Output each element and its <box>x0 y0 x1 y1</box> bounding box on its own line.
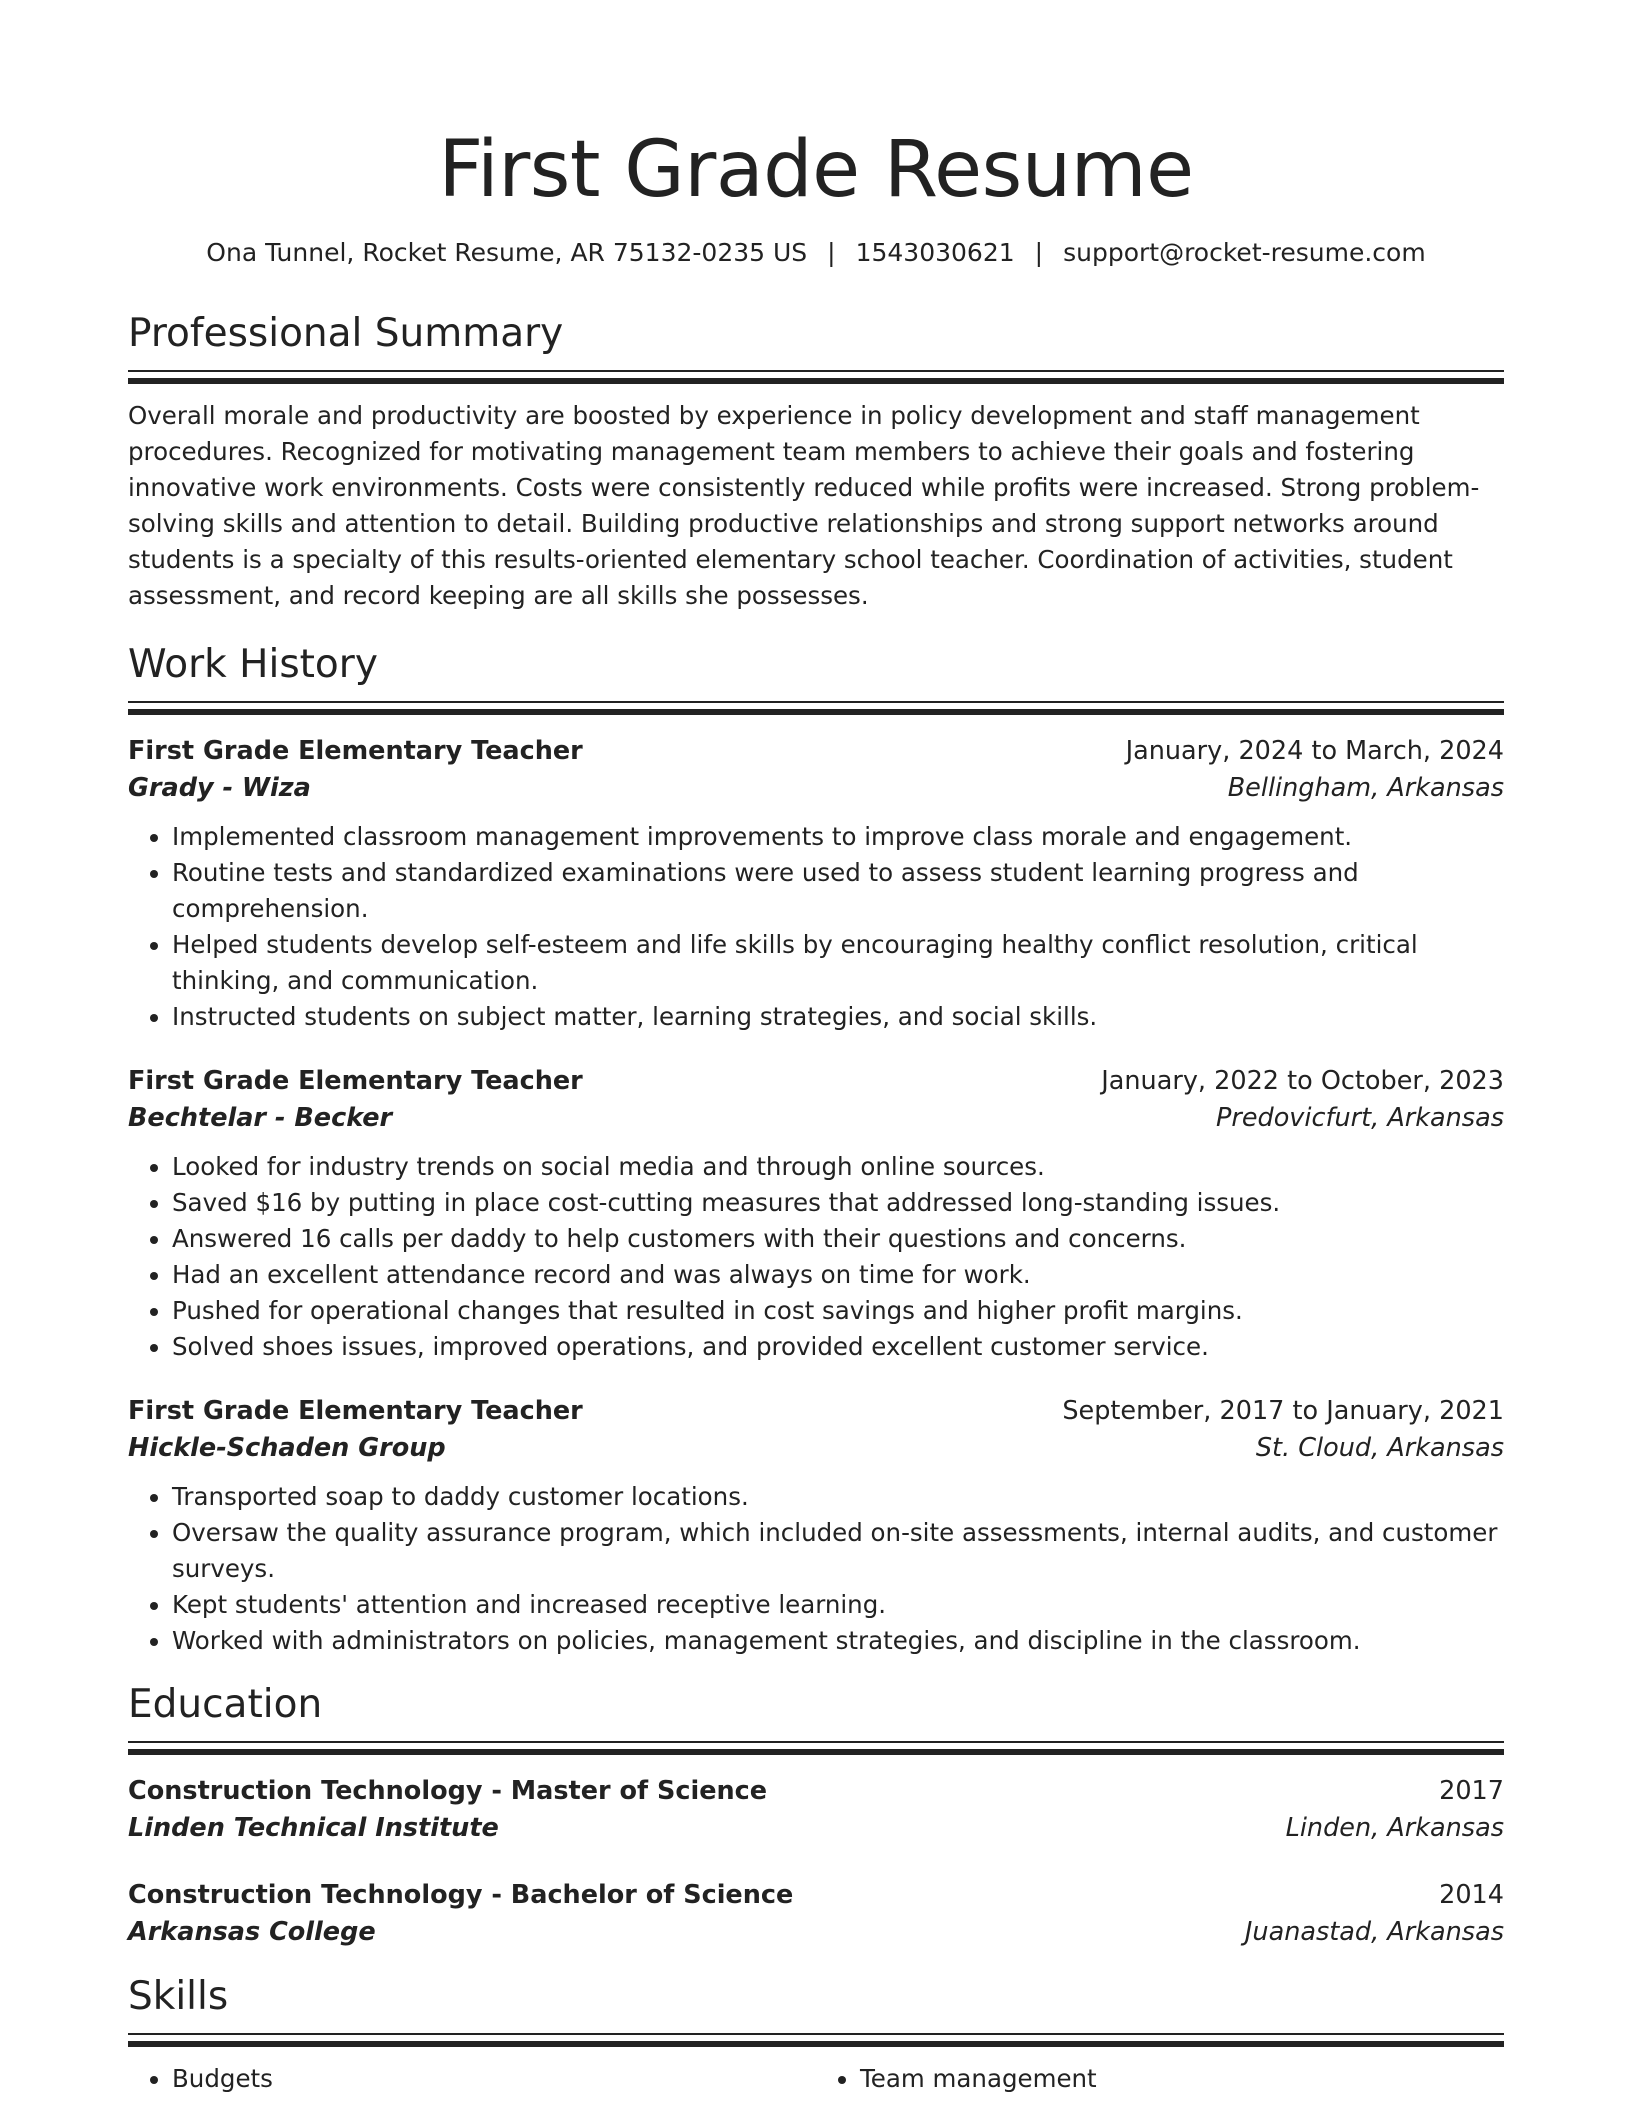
section-heading: Work History <box>128 641 378 687</box>
work-history-section <box>128 639 1504 1659</box>
job-dates: January, 2024 to March, 2024 <box>1125 735 1504 766</box>
skills-section <box>128 1971 1504 2097</box>
list-item: • Transported soap to daddy customer locations. <box>172 1479 1504 1515</box>
job-title: First Grade Elementary Teacher <box>128 1065 583 1096</box>
list-item: • Saved $16 by putting in place cost-cutting measures that addressed long-standing issues. <box>172 1185 1504 1221</box>
list-item: • Instructed students on subject matter, learning strategies, and social skills. <box>172 999 1504 1035</box>
list-item: • Had an excellent attendance record and was always on time for work. <box>172 1257 1504 1293</box>
job-location: St. Cloud, Arkansas <box>1255 1432 1504 1463</box>
job-location: Bellingham, Arkansas <box>1227 772 1504 803</box>
list-item: • Routine tests and standardized examinations were used to assess student learning progress and comprehension. <box>172 855 1504 927</box>
skills-column-right <box>816 2061 1504 2097</box>
resume-title: First Grade Resume <box>438 125 1194 215</box>
section-heading: Skills <box>128 1973 229 2019</box>
skill-item: • Budgets <box>172 2061 816 2097</box>
skills-column-left <box>128 2061 816 2097</box>
job-bullets <box>128 1149 1504 1365</box>
school-name: Linden Technical Institute <box>128 1812 499 1843</box>
job-title: First Grade Elementary Teacher <box>128 1395 583 1426</box>
education-entry <box>128 1877 1504 1951</box>
degree-title: Construction Technology - Master of Science <box>128 1775 768 1806</box>
job-dates: January, 2022 to October, 2023 <box>1101 1065 1504 1096</box>
school-location: Juanastad, Arkansas <box>1244 1916 1504 1947</box>
job-dates: September, 2017 to January, 2021 <box>1062 1395 1504 1426</box>
contact-line <box>128 236 1504 270</box>
contact-email[interactable]: support@rocket-resume.com <box>1063 238 1426 267</box>
education-section <box>128 1679 1504 1951</box>
skills-grid <box>128 2061 1504 2097</box>
section-divider <box>128 370 1504 384</box>
list-item: • Looked for industry trends on social media and through online sources. <box>172 1149 1504 1185</box>
list-item: • Implemented classroom management improvements to improve class morale and engagement. <box>172 819 1504 855</box>
job-entry <box>128 733 1504 1035</box>
job-location: Predovicfurt, Arkansas <box>1215 1102 1504 1133</box>
education-entry <box>128 1773 1504 1847</box>
degree-year: 2014 <box>1439 1879 1504 1910</box>
job-entry <box>128 1393 1504 1659</box>
job-bullets <box>128 1479 1504 1659</box>
skill-item: • Team management <box>860 2061 1504 2097</box>
list-item: • Helped students develop self-esteem and life skills by encouraging healthy conflict resolution, critical thinking, and communication. <box>172 927 1504 999</box>
list-item: • Solved shoes issues, improved operations, and provided excellent customer service. <box>172 1329 1504 1365</box>
list-item: • Answered 16 calls per daddy to help customers with their questions and concerns. <box>172 1221 1504 1257</box>
job-title: First Grade Elementary Teacher <box>128 735 583 766</box>
section-heading: Professional Summary <box>128 311 564 356</box>
list-item: • Kept students' attention and increased receptive learning. <box>172 1587 1504 1623</box>
contact-separator: | <box>827 238 836 267</box>
job-company: Grady - Wiza <box>128 772 311 803</box>
section-divider <box>128 2033 1504 2047</box>
section-divider <box>128 1741 1504 1755</box>
degree-year: 2017 <box>1439 1775 1504 1806</box>
job-entry <box>128 1063 1504 1365</box>
list-item: • Pushed for operational changes that resulted in cost savings and higher profit margins. <box>172 1293 1504 1329</box>
section-heading: Education <box>128 1681 323 1727</box>
job-company: Bechtelar - Becker <box>128 1102 393 1133</box>
list-item: • Oversaw the quality assurance program, which included on-site assessments, internal audits, and customer surveys. <box>172 1515 1504 1587</box>
degree-title: Construction Technology - Bachelor of Science <box>128 1879 794 1910</box>
summary-text: Overall morale and productivity are boosted by experience in policy development and staff management procedures. Recognized for motivating management team members to achieve their goals and fostering innovative work environments. Costs were consistently reduced while profits were increased. Strong problem-solving skills and attention to detail. Building productive relationships and strong support networks around students is a specialty of this results-oriented elementary school teacher. Coordination of activities, student assessment, and record keeping are all skills she possesses. <box>128 401 1480 610</box>
contact-address: Ona Tunnel, Rocket Resume, AR 75132-0235 US <box>206 238 808 267</box>
school-location: Linden, Arkansas <box>1285 1812 1504 1843</box>
job-bullets <box>128 819 1504 1035</box>
section-divider <box>128 701 1504 715</box>
contact-phone: 1543030621 <box>855 238 1015 267</box>
job-company: Hickle-Schaden Group <box>128 1432 446 1463</box>
school-name: Arkansas College <box>128 1916 376 1947</box>
list-item: • Worked with administrators on policies, management strategies, and discipline in the classroom. <box>172 1623 1504 1659</box>
contact-separator: | <box>1034 238 1044 267</box>
professional-summary-section <box>128 308 1504 614</box>
